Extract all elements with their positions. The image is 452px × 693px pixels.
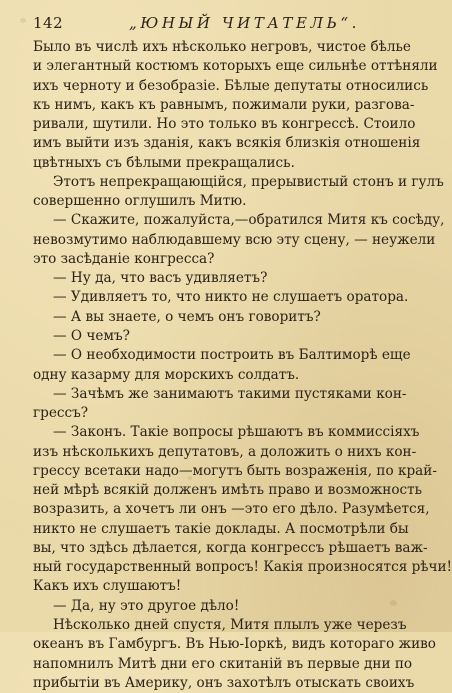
- text-line: — А вы знаете, о чемъ онъ говоритъ?: [53, 308, 321, 325]
- text-line: — Удивляетъ то, что никто не слушаетъ оратора.: [53, 289, 409, 306]
- text-line: — Ну да, что васъ удивляетъ?: [53, 270, 268, 287]
- paper-stain: [188, 476, 192, 480]
- text-line: изъ нѣсколькихъ депутатовъ, а доложить о нихъ кон-: [33, 443, 417, 460]
- text-line: невозмутимо наблюдавшему всю эту сцену, — неужели: [33, 231, 436, 248]
- text-line: имъ выйти изъ зданія, какъ всякія близкія отношенія: [33, 135, 421, 152]
- body-text: [33, 38, 452, 693]
- text-line: грессу всетаки надо—могутъ быть возраженія, по край-: [33, 462, 437, 479]
- running-title: „ЮНЫЙ ЧИТАТЕЛЬ“.: [129, 14, 361, 32]
- text-line: ный государственный вопросъ! Какія произносятся рѣчи!: [33, 559, 452, 576]
- text-line: — О чемъ?: [53, 327, 130, 344]
- text-line: грессъ?: [33, 405, 89, 422]
- page-header: [33, 12, 402, 36]
- text-line: никто не слушаетъ такіе доклады. А посмотрѣли бы: [33, 520, 409, 537]
- text-line: это засѣданіе конгресса?: [33, 250, 215, 267]
- paper-stain: [390, 600, 397, 606]
- text-line: и элегантный костюмъ которыхъ еще сильнѣе оттѣняли: [33, 58, 438, 75]
- text-line: къ нимъ, какъ къ равнымъ, пожимали руки, разгова-: [33, 96, 415, 113]
- text-line: ней мѣрѣ всякій долженъ имѣть право и возможность: [33, 482, 423, 499]
- text-line: напомнилъ Митѣ дни его скитаній въ первые дни по: [33, 655, 413, 672]
- text-line: одну казарму для морскихъ солдатъ.: [33, 366, 300, 383]
- text-line: ихъ черноту и безобразіе. Бѣлые депутаты относились: [33, 77, 429, 94]
- text-line: вы, что здѣсь дѣлается, когда конгрессъ рѣшаетъ важ-: [33, 539, 428, 556]
- page-number: 142: [33, 14, 64, 32]
- text-line: — Скажите, пожалуйста,—обратился Митя къ сосѣду,: [53, 212, 445, 229]
- text-line: возразить, а хочетъ ли онъ —это его дѣло. Разумѣется,: [33, 501, 430, 518]
- text-line: прибытіи въ Америку, онъ захотѣлъ отыскать своихъ: [33, 674, 415, 691]
- text-line: — Законъ. Такіе вопросы рѣшаютъ въ коммиссіяхъ: [53, 424, 420, 441]
- paper-stain: [20, 18, 26, 23]
- text-line: Нѣсколько дней спустя, Митя плылъ уже черезъ: [53, 616, 407, 633]
- text-line: океанъ въ Гамбургъ. Въ Нью-Іоркѣ, видъ котораго живо: [33, 636, 436, 653]
- text-line: ривали, шутили. Но это только въ конгрессѣ. Стоило: [33, 116, 416, 133]
- text-line: совершенно оглушилъ Митю.: [33, 193, 247, 210]
- text-line: Какъ ихъ слушаютъ!: [33, 578, 182, 595]
- text-line: — Зачѣмъ же занимаютъ такими пустяками кон-: [53, 385, 407, 402]
- text-line: — О необходимости построить въ Балтиморѣ еще: [53, 347, 411, 364]
- text-line: — Да, ну это другое дѣло!: [53, 597, 240, 614]
- text-line: Было въ числѣ ихъ нѣсколько негровъ, чистое бѣлье: [33, 39, 411, 55]
- text-line: Этотъ непрекращающійся, прерывистый стонъ и гулъ: [53, 173, 444, 190]
- text-line: цвѣтныхъ съ бѣлыми прекращались.: [33, 154, 295, 171]
